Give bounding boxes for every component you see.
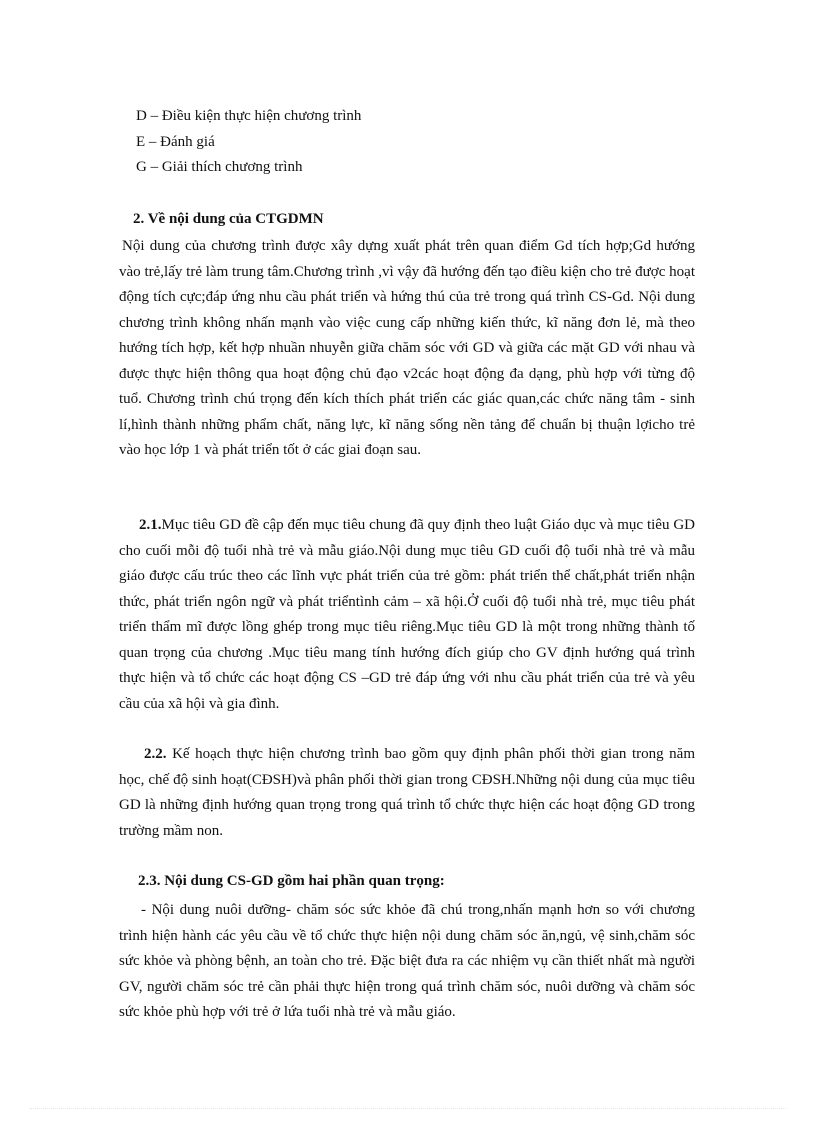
section-2-2-number: 2.2.: [144, 746, 167, 762]
section-2-1-text: Mục tiêu GD đề cập đến mục tiêu chung đã quy định theo luật Giáo dục và mục tiêu GD cho cuối mỗi độ tuổi nhà trẻ và mẫu giáo.Nội dung mục tiêu GD cuối độ tuổi nhà trẻ và mẫu giáo được cấu trúc theo các lĩnh vực phát triển của trẻ gồm: phát triển thể chất,phát triển nhận thức, phát triển ngôn ngữ và phát triểntình cảm – xã hội.Ở cuối độ tuổi nhà trẻ, mục tiêu phát triển thẩm mĩ được lồng ghép trong mục tiêu riêng.Mục tiêu GD là một trong những thành tố quan trọng của chương .Mục tiêu mang tính hướng đích giúp cho GV định hướng quá trình thực hiện và tổ chức các hoạt động CS –GD trẻ đáp ứng với nhu cầu phát triển của trẻ và yêu cầu của xã hội và gia đình.: [119, 517, 695, 712]
list-item-g: G – Giải thích chương trình: [136, 159, 303, 175]
list-item-e: E – Đánh giá: [136, 134, 215, 150]
section-2-2-text: Kế hoạch thực hiện chương trình bao gồm quy định phân phối thời gian trong năm học, chế độ sinh hoạt(CĐSH)và phân phối thời gian trong CĐSH.Những nội dung của mục tiêu GD là những định hướng quan trọng trong quá trình tổ chức thực hiện các hoạt động GD trong trường mầm non.: [119, 746, 695, 839]
section-2-1-number: 2.1.: [139, 517, 162, 533]
section-2-2-paragraph: [119, 742, 695, 844]
section-2-1-paragraph: [119, 513, 695, 717]
section-2-paragraph: Nội dung của chương trình được xây dựng xuất phát trên quan điểm Gd tích hợp;Gd hướng vào trẻ,lấy trẻ làm trung tâm.Chương trình ,vì vậy đã hướng đến tạo điều kiện cho trẻ được hoạt động tích cực;đáp ứng nhu cầu phát triển và hứng thú của trẻ trong quá trình CS-Gd. Nội dung chương trình không nhấn mạnh vào việc cung cấp những kiến thức, kĩ năng đơn lẻ, mà theo hướng tích hợp, kết hợp nhuần nhuyễn giữa chăm sóc với GD và giữa các mặt GD với nhau và được thực hiện thông qua hoạt động chủ đạo v2các hoạt động đa dạng, phù hợp với từng độ tuổ. Chương trình chú trọng đến kích thích phát triển các giác quan,các chức năng tâm - sinh lí,hình thành những phẩm chất, năng lực, kĩ năng sống nền tảng để chuẩn bị thuận lợicho trẻ vào học lớp 1 và phát triển tốt ở các giai đoạn sau.: [119, 238, 695, 458]
section-2-heading: 2. Về nội dung của CTGDMN: [133, 211, 324, 227]
section-2-3-heading: 2.3. Nội dung CS-GD gồm hai phần quan trọng:: [138, 873, 445, 889]
footer-divider: [30, 1108, 786, 1109]
section-2-3-paragraph: - Nội dung nuôi dưỡng- chăm sóc sức khỏe đã chú trong,nhấn mạnh hơn so với chương trình hiện hành các yêu cầu về tổ chức thực hiện nội dung chăm sóc ăn,ngủ, vệ sinh,chăm sóc sức khỏe và phòng bệnh, an toàn cho trẻ. Đặc biệt đưa ra các nhiệm vụ cần thiết nhất mà người GV, người chăm sóc trẻ cần phải thực hiện trong quá trình chăm sóc, nuôi dưỡng và chăm sóc sức khỏe phù hợp với trẻ ở lứa tuổi nhà trẻ và mẫu giáo.: [119, 902, 695, 1020]
list-item-d: D – Điều kiện thực hiện chương trình: [136, 108, 362, 124]
